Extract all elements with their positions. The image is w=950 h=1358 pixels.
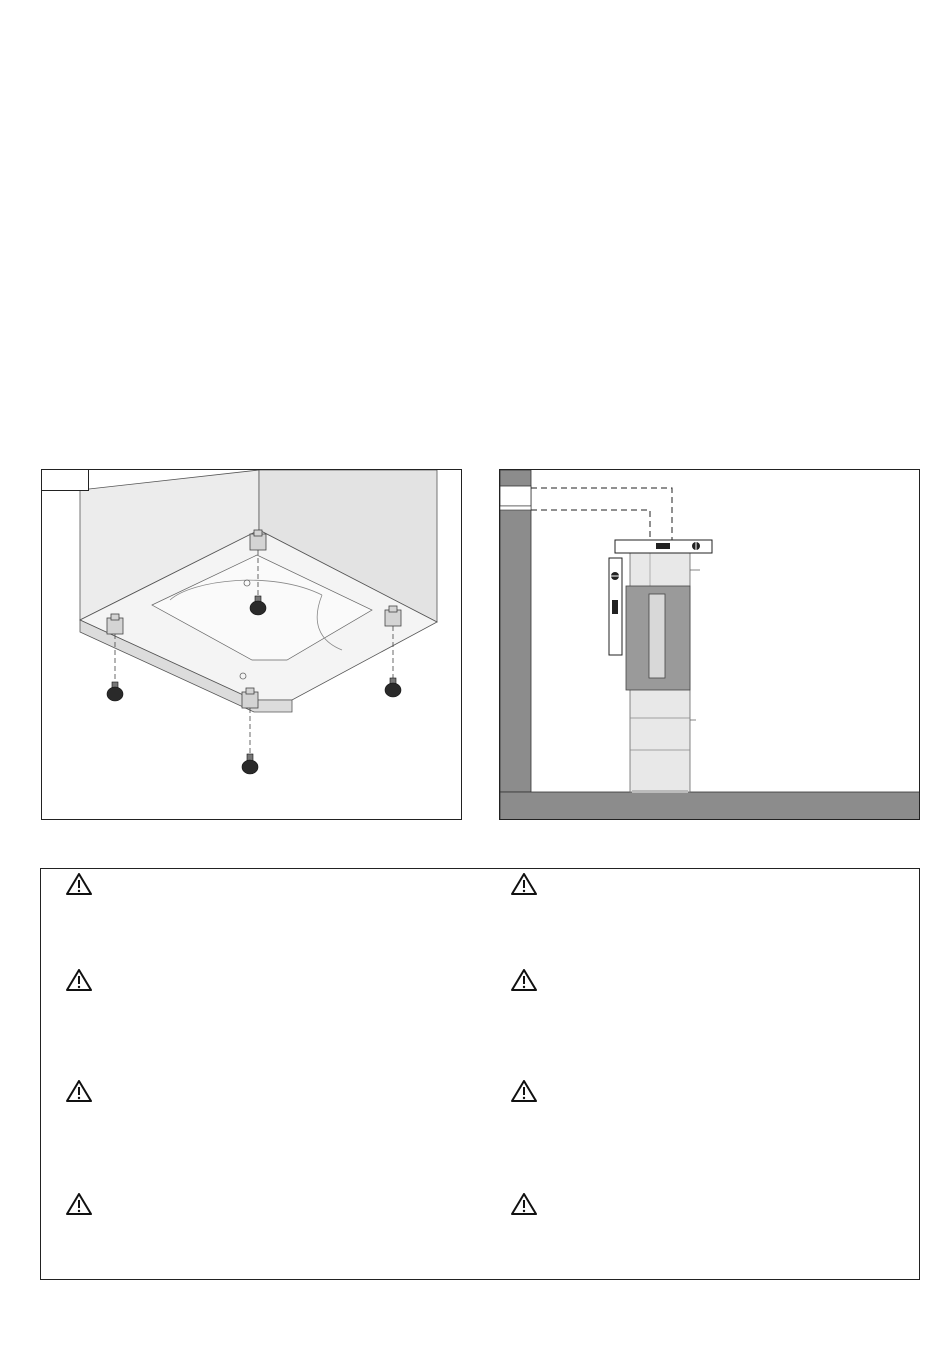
leveling-foot-left <box>107 682 123 701</box>
wall <box>500 470 531 792</box>
floor <box>500 792 920 820</box>
warnings-box <box>40 868 920 1280</box>
leveling-feet-figure <box>41 469 462 820</box>
warning-triangle-icon <box>66 1080 92 1102</box>
appliance-underside-drawing <box>42 470 462 820</box>
leader-lines <box>531 488 672 540</box>
figure-tag <box>42 470 89 491</box>
warning-triangle-icon <box>511 873 537 895</box>
wall-side-view-drawing <box>500 470 920 820</box>
leveling-foot-right <box>385 678 401 697</box>
warning-triangle-icon <box>511 1193 537 1215</box>
warning-triangle-icon <box>511 1080 537 1102</box>
spirit-level-figure <box>499 469 920 820</box>
warning-triangle-icon <box>511 969 537 991</box>
leveling-foot-front <box>242 754 258 774</box>
door-window <box>649 594 665 678</box>
warning-triangle-icon <box>66 969 92 991</box>
warning-triangle-icon <box>66 1193 92 1215</box>
warning-triangle-icon <box>66 873 92 895</box>
callout-box-2 <box>500 506 531 510</box>
callout-box-1 <box>500 486 531 506</box>
